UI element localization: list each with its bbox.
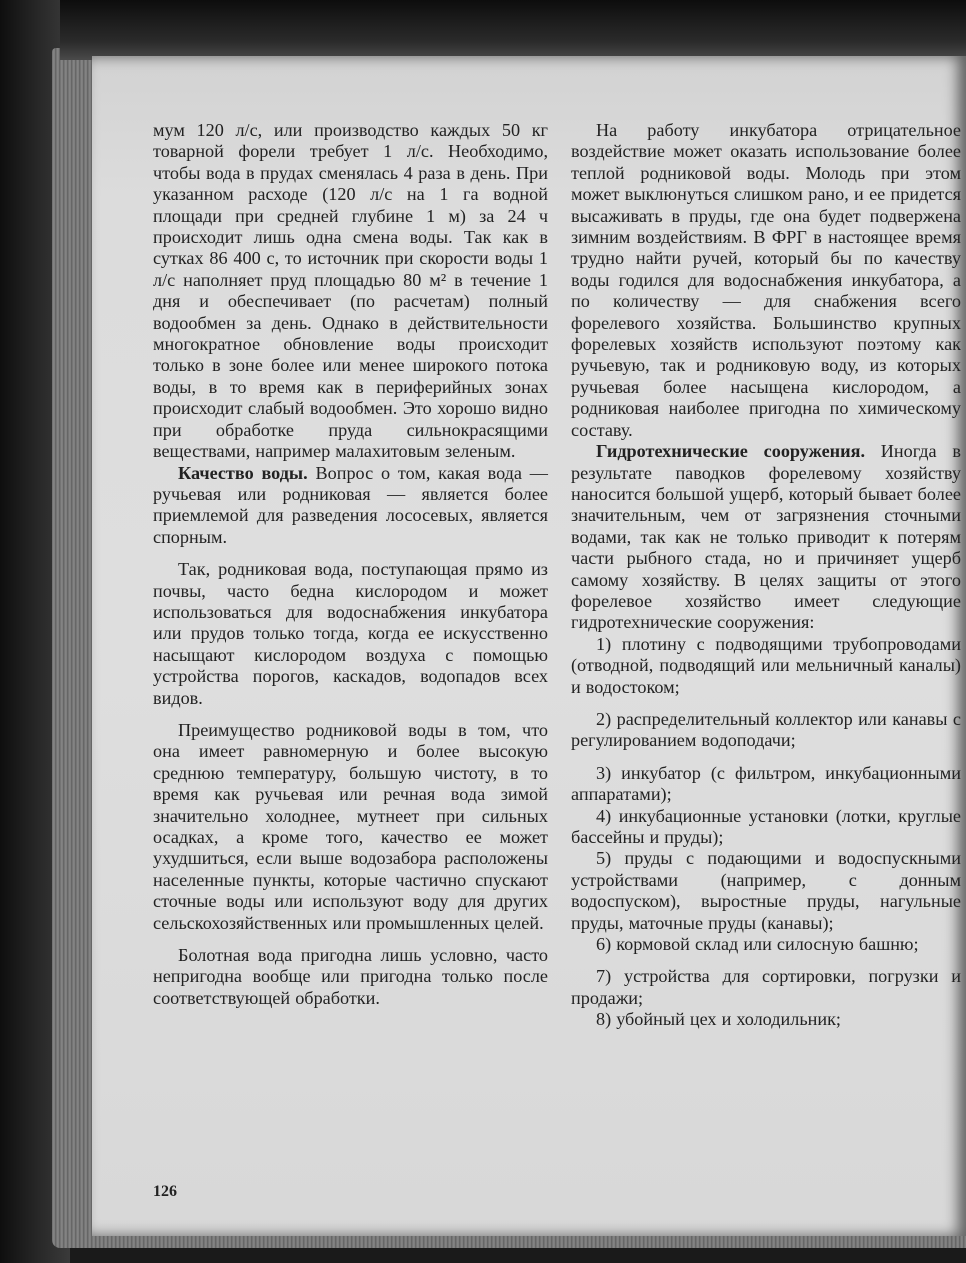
paragraph-spring-water: Так, родниковая вода, поступающая прямо из почвы, часто бедна кислородом и может использоваться для водоснабжения инкубатора или прудов только тогда, когда ее искусственно насыщают кислородом воздуха с помощью устройства порогов, каскадов, водопадов всех видов. <box>153 559 548 708</box>
paragraph-hydro-structures: Гидротехнические сооружения. Иногда в результате паводков форелевому хозяйству наносится большой ущерб, который бывает более значительным, чем от загрязнения сточными водами, так как не только приводит к потерям части рыбного стада, но и причиняет ущерб самому хозяйству. В целях защиты от этого форелевое хозяйство имеет следующие гидротехнические сооружения: <box>571 441 961 633</box>
list-item: 3) инкубатор (с фильтром, инкубационными аппаратами); <box>571 762 961 805</box>
left-text-column <box>153 120 548 1009</box>
paragraph-water-quality: Качество воды. Вопрос о том, какая вода — ручьевая или родниковая — является более приемлемой для разведения лососевых, является спорным. <box>153 462 548 547</box>
section-heading-water-quality: Качество воды. <box>178 462 308 483</box>
list-item: 5) пруды с подающими и водоспускными устройствами (например, с донным водоспуском), выростные пруды, нагульные пруды, маточные пруды (канавы); <box>571 848 961 933</box>
list-item: 6) кормовой склад или силосную башню; <box>596 934 919 955</box>
list-item: 4) инкубационные установки (лотки, круглые бассейны и пруды); <box>571 805 961 847</box>
list-item: 7) устройства для сортировки, погрузки и продажи; <box>571 966 961 1008</box>
section-heading-hydro-structures: Гидротехнические сооружения. <box>596 441 866 462</box>
list-item: 1) плотину с подводящими трубопроводами (отводной, подводящий или мельничный каналы) и водостоком; <box>571 633 961 697</box>
paragraph-swamp-water: Болотная вода пригодна лишь условно, часто непригодна вообще или пригодна только после соответствующей обработки. <box>153 945 548 1008</box>
paragraph-flow-rate: мум 120 л/с, или производство каждых 50 кг товарной форели требует 1 л/с. Необходимо, чтобы вода в прудах сменялась 4 раза в день. При указанном расходе (120 л/с на 1 га водной площади при средней глубине 1 м) за 24 ч происходит лишь одна смена воды. Так как в сутках 86 400 с, то источник при скорости воды 1 л/с наполняет пруд площадью 80 м² в течение 1 дня и обеспечивает (по расчетам) полный водообмен за день. Однако в действительности многократное обновление воды происходит только в зоне более или менее широкого потока воды, в то время как в периферийных зонах происходит слабый водообмен. Это хорошо видно при обработке пруда сильнокрасящими веществами, например малахитовым зеленым. <box>153 120 548 462</box>
list-item: 2) распределительный коллектор или канавы с регулированием водоподачи; <box>571 708 961 751</box>
page-number: 126 <box>153 1183 177 1200</box>
right-text-column <box>571 120 961 1031</box>
book-top-shadow <box>60 0 966 60</box>
list-item: 8) убойный цех и холодильник; <box>596 1009 841 1030</box>
paragraph-spring-advantage: Преимущество родниковой воды в том, что она имеет равномерную и более высокую среднюю температуру, большую чистоту, в то время как ручьевая или речная вода зимой значительно холоднее, мутнеет при сильных осадках, а кроме того, качество ее может ухудшиться, если выше водозабора расположены населенные пункты, которые частично спускают сточные воды или используют воду для других сельскохозяйственных или промышленных целей. <box>153 719 548 933</box>
paragraph-incubator: На работу инкубатора отрицательное воздействие может оказать использование более теплой родниковой воды. Молодь при этом может выклюнуться слишком рано, и ее придется высаживать в пруды, где она будет подвержена зимним воздействиям. В ФРГ в настоящее время трудно найти ручей, который бы по качеству воды годился для водоснабжения инкубатора, а по количеству — для снабжения всего форелевого хозяйства. Большинство крупных форелевых хозяйств используют поэтому как ручьевую, так и родниковую воду, из которых ручьевая более насыщена кислородом, а родниковая наиболее пригодна по химическому составу. <box>571 120 961 440</box>
